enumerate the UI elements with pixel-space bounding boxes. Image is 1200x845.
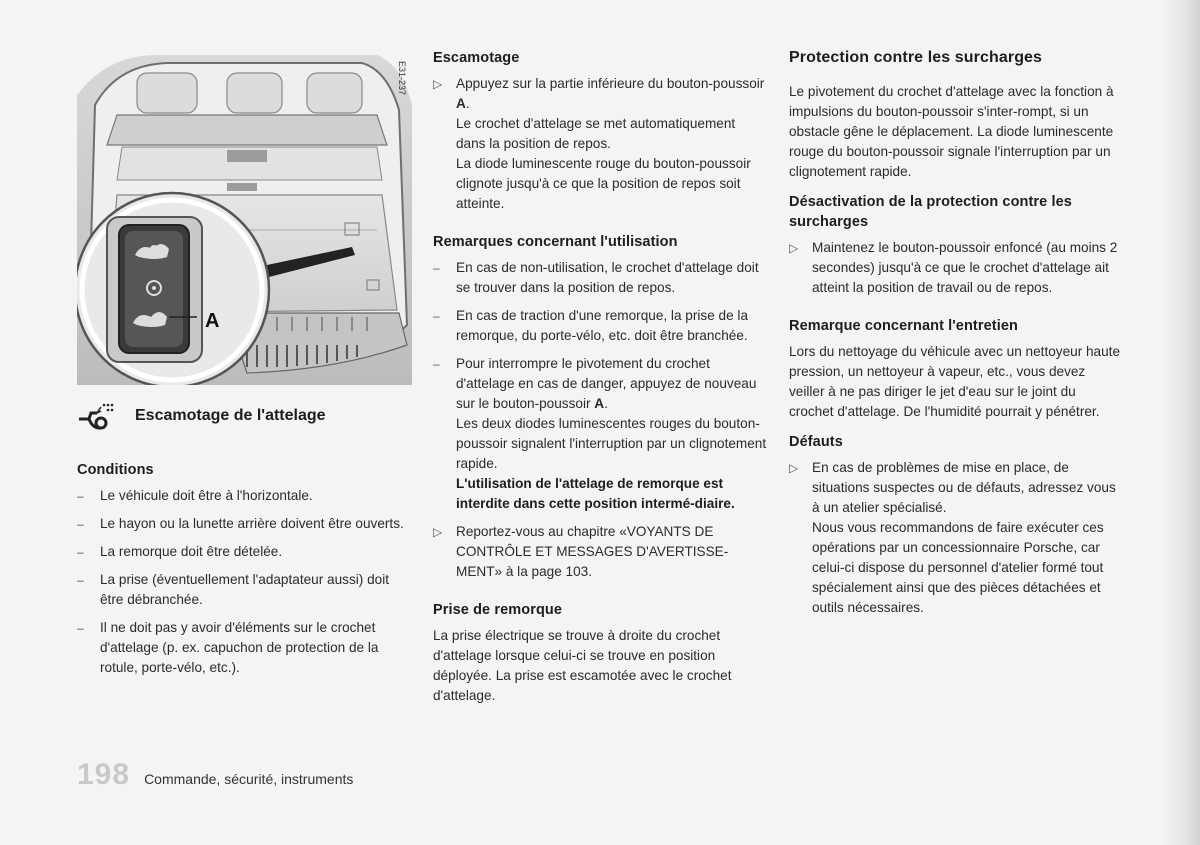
dash-bullet: – bbox=[433, 261, 440, 275]
entretien-text: Lors du nettoyage du véhicule avec un nettoyeur haute pression, un nettoyeur à vapeur, etc., vous devez veiller à ne pas diriger le jet d'eau sur le joint du crochet d'attelage. De l'humidité pourrait y pénétrer. bbox=[789, 344, 1121, 419]
condition-item bbox=[77, 542, 412, 562]
page-edge-shadow bbox=[1160, 0, 1200, 845]
dash-bullet: – bbox=[77, 621, 84, 635]
remark-text: En cas de non-utilisation, le crochet d'attelage doit se trouver dans la position de repos. bbox=[456, 260, 759, 295]
button-ref: A bbox=[594, 396, 605, 411]
desactivation-step bbox=[789, 238, 1124, 298]
button-ref: A bbox=[456, 96, 466, 111]
instruction-punct: . bbox=[465, 96, 470, 111]
defauts-instruction: En cas de problèmes de mise en place, de situations suspectes ou de défauts, adressez vous à un atelier spécialisé. bbox=[812, 460, 1116, 515]
defauts-step bbox=[789, 458, 1124, 618]
remark-item bbox=[433, 354, 768, 514]
remarques-heading: Remarques concernant l'utilisation bbox=[433, 234, 678, 250]
escamotage-step bbox=[433, 74, 768, 214]
remark-item bbox=[433, 258, 768, 298]
escamotage-instruction bbox=[456, 74, 768, 114]
desactivation-text: Maintenez le bouton-poussoir enfoncé (au moins 2 secondes) jusqu'à ce que le crochet d'attelage ait atteint la position de travail ou de repos. bbox=[812, 240, 1118, 295]
column-1 bbox=[77, 460, 412, 686]
escamotage-led-note: La diode luminescente rouge du bouton-poussoir clignote jusqu'à ce que la position de repos soit atteinte. bbox=[456, 156, 751, 211]
condition-text: Le véhicule doit être à l'horizontale. bbox=[100, 488, 313, 503]
defauts-heading: Défauts bbox=[789, 434, 843, 450]
reference-text: Reportez-vous au chapitre «VOYANTS DE CONTRÔLE ET MESSAGES D'AVERTISSE-MENT» à la page 103. bbox=[456, 524, 729, 579]
escamotage-heading: Escamotage bbox=[433, 50, 520, 66]
defauts-recommendation: Nous vous recommandons de faire exécuter ces opérations par un concessionnaire Porsche, car celui-ci dispose du personnel d'atelier formé tout spécialement ainsi que des pièces détachées et outils nécessaires. bbox=[812, 520, 1104, 615]
prise-text: La prise électrique se trouve à droite du crochet d'attelage lorsque celui-ci se trouve en position déployée. La prise est escamotée avec le crochet d'attelage. bbox=[433, 628, 732, 703]
trunk-drawing bbox=[77, 55, 412, 385]
dash-bullet: – bbox=[433, 309, 440, 323]
triangle-bullet-icon: ▷ bbox=[789, 241, 799, 255]
warning-text: L'utilisation de l'attelage de remorque est interdite dans cette position intermé-diaire. bbox=[456, 476, 735, 511]
desactivation-heading: Désactivation de la protection contre les surcharges bbox=[789, 194, 1072, 230]
page-number: 198 bbox=[77, 758, 131, 791]
callout-a-label: A bbox=[205, 310, 220, 332]
figure-ref-code: E31-237 bbox=[397, 61, 407, 96]
remark-punct: . bbox=[604, 396, 608, 411]
triangle-bullet-icon: ▷ bbox=[433, 525, 443, 539]
condition-item bbox=[77, 514, 412, 534]
condition-item bbox=[77, 486, 412, 506]
condition-item bbox=[77, 570, 412, 610]
trunk-illustration bbox=[77, 55, 412, 385]
page-footer bbox=[77, 758, 353, 798]
dash-bullet: – bbox=[77, 517, 84, 531]
conditions-heading: Conditions bbox=[77, 462, 154, 478]
dash-bullet: – bbox=[77, 545, 84, 559]
instruction-text: Appuyez sur la partie inférieure du bouton-poussoir bbox=[456, 76, 765, 91]
entretien-heading: Remarque concernant l'entretien bbox=[789, 318, 1018, 334]
triangle-bullet-icon: ▷ bbox=[433, 77, 443, 91]
escamotage-result: Le crochet d'attelage se met automatiquement dans la position de repos. bbox=[456, 116, 736, 151]
prise-heading: Prise de remorque bbox=[433, 602, 563, 618]
remark-text: En cas de traction d'une remorque, la prise de la remorque, du porte-vélo, etc. doit être branchée. bbox=[456, 308, 749, 343]
dash-bullet: – bbox=[77, 489, 84, 503]
condition-text: Il ne doit pas y avoir d'éléments sur le crochet d'attelage (p. ex. capuchon de protection de la rotule, porte-vélo, etc.). bbox=[100, 620, 379, 675]
condition-text: La prise (éventuellement l'adaptateur aussi) doit être débranchée. bbox=[100, 572, 389, 607]
towbar-retract-icon bbox=[77, 401, 117, 431]
reference-item bbox=[433, 522, 768, 582]
remark-led-note: Les deux diodes luminescentes rouges du bouton-poussoir signalent l'interruption par un clignotement rapide. bbox=[456, 416, 767, 471]
column-3 bbox=[789, 48, 1124, 626]
remark-text: Pour interrompre le pivotement du crochet d'attelage en cas de danger, appuyez de nouveau sur le bouton-poussoir bbox=[456, 356, 757, 411]
condition-text: La remorque doit être dételée. bbox=[100, 544, 283, 559]
condition-item bbox=[77, 618, 412, 678]
dash-bullet: – bbox=[77, 573, 84, 587]
condition-text: Le hayon ou la lunette arrière doivent être ouverts. bbox=[100, 516, 404, 531]
remark-interrupt bbox=[456, 354, 768, 414]
protection-heading: Protection contre les surcharges bbox=[789, 49, 1043, 66]
remark-item bbox=[433, 306, 768, 346]
footer-section: Commande, sécurité, instruments bbox=[144, 771, 354, 787]
protection-text: Le pivotement du crochet d'attelage avec la fonction à impulsions du bouton-poussoir s'inter-rompt, si un obstacle gêne le déplacement. La diode luminescente rouge du bouton-poussoir signale l'interruption par un clignotement rapide. bbox=[789, 84, 1114, 179]
section-title: Escamotage de l'attelage bbox=[135, 407, 326, 424]
section-heading bbox=[77, 396, 412, 436]
dash-bullet: – bbox=[433, 357, 440, 371]
column-2 bbox=[433, 48, 768, 706]
triangle-bullet-icon: ▷ bbox=[789, 461, 799, 475]
